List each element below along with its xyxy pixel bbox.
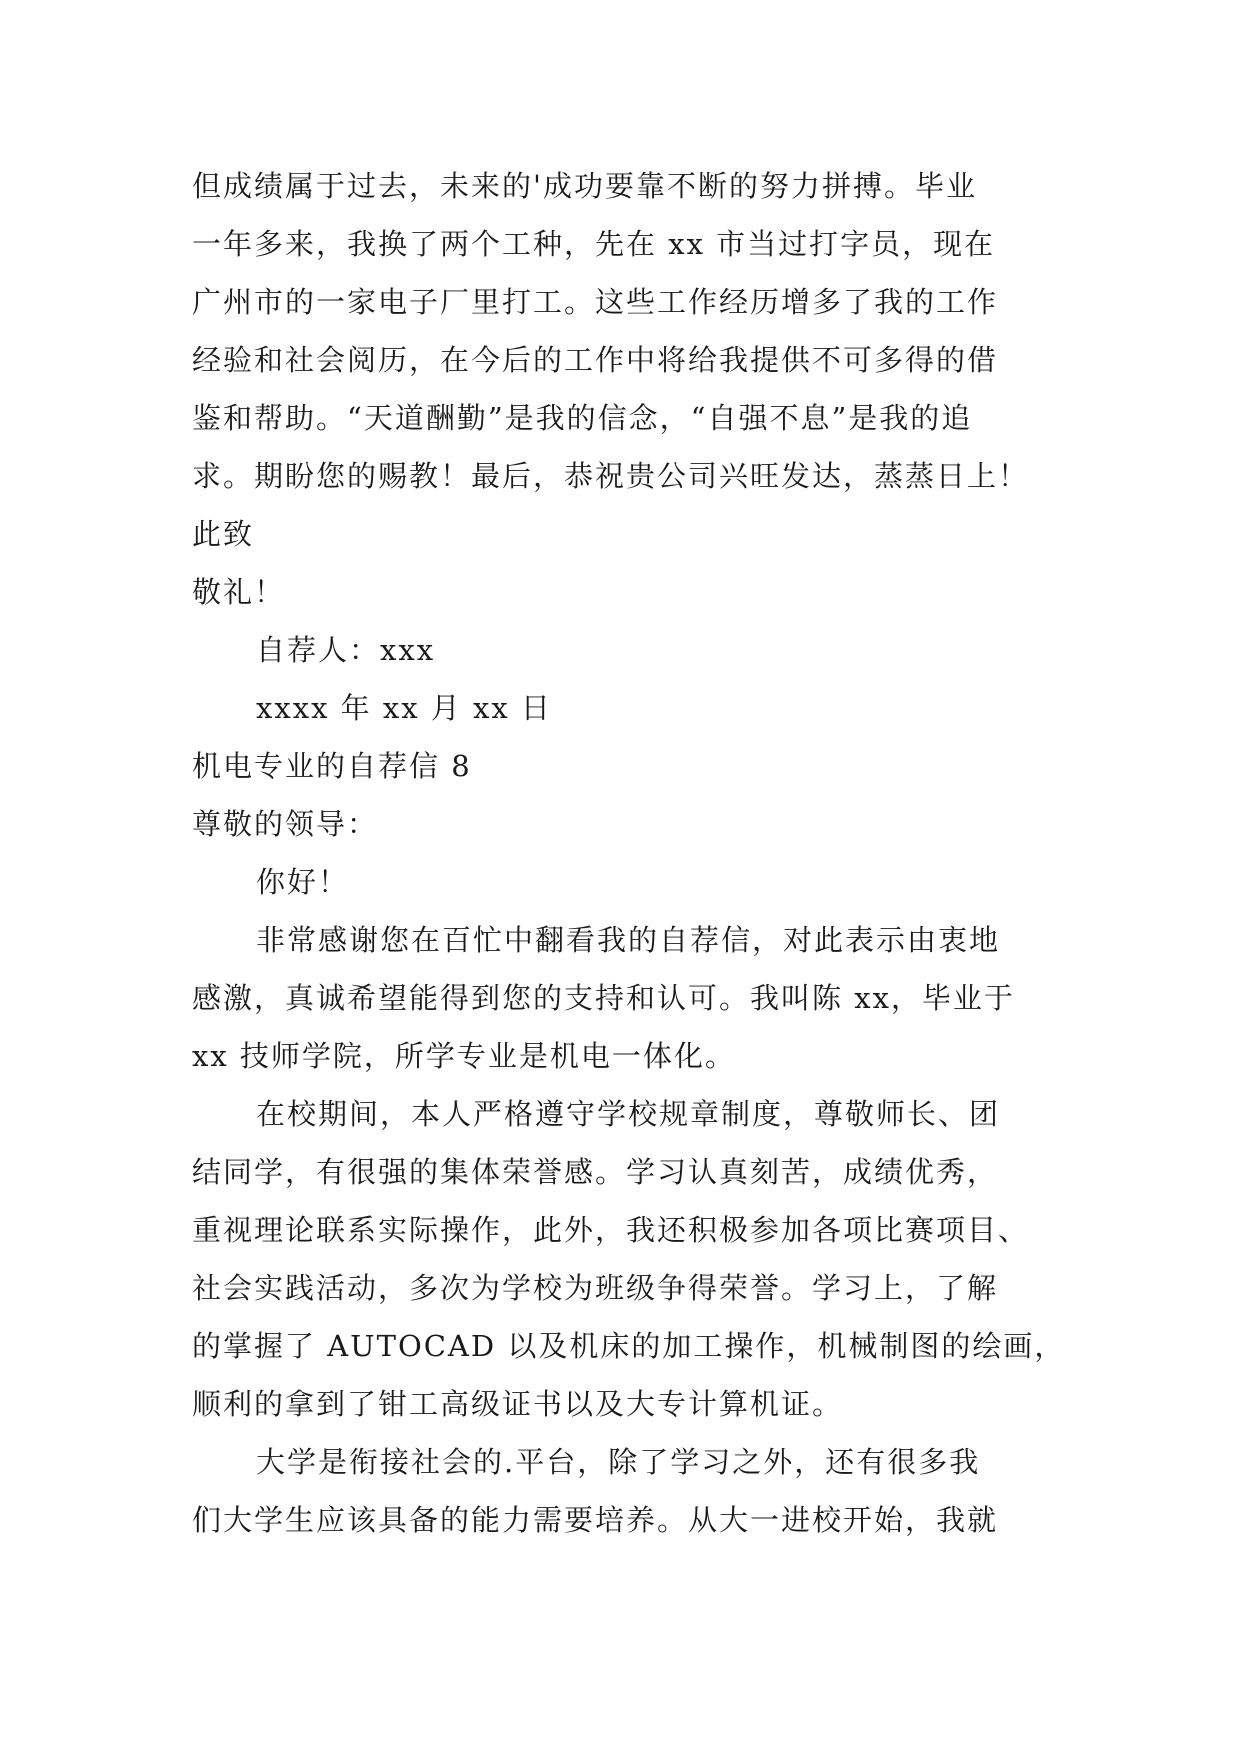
text-line: 但成绩属于过去，未来的'成功要靠不断的努力拼搏。毕业 — [192, 169, 977, 203]
signature-line: 自荐人：xxx — [256, 633, 436, 667]
text-line: 顺利的拿到了钳工高级证书以及大专计算机证。 — [192, 1387, 844, 1421]
closing-salutation: 此致 — [192, 517, 255, 551]
text-line: 经验和社会阅历，在今后的工作中将给我提供不可多得的借 — [192, 343, 999, 377]
greeting: 你好！ — [256, 865, 350, 899]
text-line: xx 技师学院，所学专业是机电一体化。 — [192, 1039, 736, 1073]
text-line: 社会实践活动，多次为学校为班级争得荣誉。学习上，了解 — [192, 1271, 999, 1305]
text-line: 一年多来，我换了两个工种，先在 xx 市当过打字员，现在 — [192, 227, 996, 261]
text-line: 鉴和帮助。“天道酬勤”是我的信念，“自强不息”是我的追 — [192, 401, 973, 435]
text-line: 求。期盼您的赐教！最后，恭祝贵公司兴旺发达，蒸蒸日上！ — [192, 459, 1030, 493]
text-line: 们大学生应该具备的能力需要培养。从大一进校开始，我就 — [192, 1503, 999, 1537]
text-line: 在校期间，本人严格遵守学校规章制度，尊敬师长、团 — [256, 1097, 1001, 1131]
greeting-recipient: 尊敬的领导： — [192, 807, 379, 841]
text-line: 感激，真诚希望能得到您的支持和认可。我叫陈 xx，毕业于 — [192, 981, 1015, 1015]
text-line: 非常感谢您在百忙中翻看我的自荐信，对此表示由衷地 — [256, 923, 1001, 957]
section-title: 机电专业的自荐信 8 — [192, 749, 472, 783]
date-line: xxxx 年 xx 月 xx 日 — [256, 691, 552, 725]
text-line: 重视理论联系实际操作，此外，我还积极参加各项比赛项目、 — [192, 1213, 1030, 1247]
text-line: 结同学，有很强的集体荣誉感。学习认真刻苦，成绩优秀， — [192, 1155, 999, 1189]
closing-regards: 敬礼！ — [192, 575, 286, 609]
text-line: 大学是衔接社会的.平台，除了学习之外，还有很多我 — [256, 1445, 981, 1479]
text-line: 广州市的一家电子厂里打工。这些工作经历增多了我的工作 — [192, 285, 999, 319]
text-line: 的掌握了 AUTOCAD 以及机床的加工操作，机械制图的绘画， — [192, 1329, 1066, 1363]
